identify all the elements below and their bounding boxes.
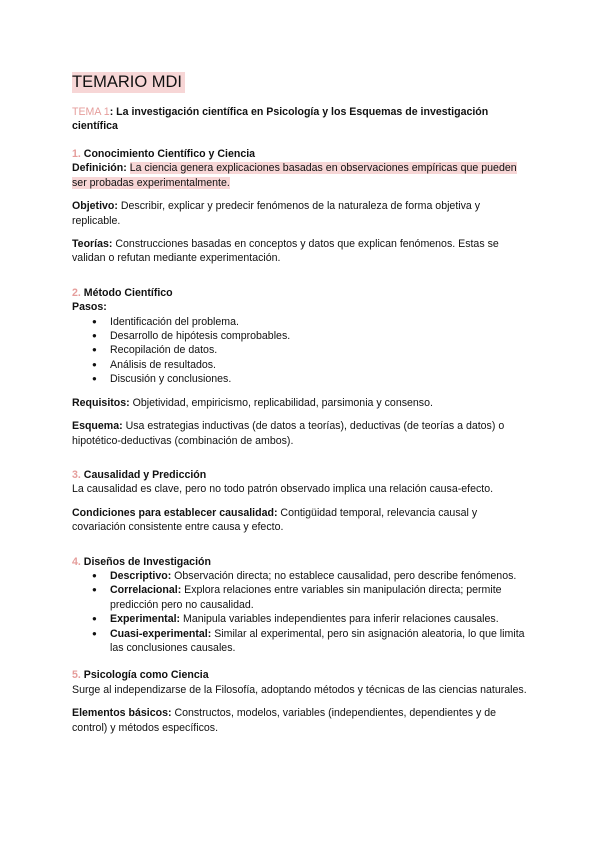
teorias-label: Teorías: (72, 238, 113, 251)
list-item: ● Identificación del problema. (110, 315, 528, 329)
list-item (110, 627, 528, 656)
objetivo-paragraph (72, 199, 528, 228)
section-3-heading (72, 468, 528, 482)
section-title: Conocimiento Científico y Ciencia (80, 148, 256, 160)
tema-text: La investigación científica en Psicología y los Esquemas de investigación científica (72, 106, 489, 132)
esquema-label: Esquema: (72, 420, 123, 433)
list-item: ● Desarrollo de hipótesis comprobables. (110, 329, 528, 343)
section-2-heading (72, 286, 528, 300)
section-number: 1. (72, 148, 81, 160)
section-title: Diseños de Investigación (80, 555, 211, 568)
section-5-heading (72, 668, 528, 682)
esquema-text: Usa estrategias inductivas (de datos a teorías), deductivas (de teorías a datos) o hipotético-deductivas (combinación de ambos). (72, 420, 505, 447)
section-1-heading (72, 147, 528, 161)
section-number: 4. (72, 555, 81, 568)
section-gap (72, 457, 528, 468)
tema-label: TEMA 1 (72, 106, 110, 118)
objetivo-label: Objetivo: (72, 200, 118, 213)
elementos-text: Constructos, modelos, variables (independientes, dependientes y de control) y métodos específicos. (72, 707, 496, 734)
requisitos-text: Objetividad, empiricismo, replicabilidad, parsimonia y consenso. (129, 396, 433, 409)
item-text: Manipula variables independientes para inferir relaciones causales. (180, 613, 499, 626)
condiciones-text: Contigüidad temporal, relevancia causal y covariación consistente entre causa y efecto. (72, 506, 478, 534)
item-label: Experimental: (110, 613, 181, 626)
section-number: 2. (72, 286, 81, 299)
list-item (110, 583, 528, 612)
psicologia-intro: Surge al independizarse de la Filosofía, adoptando métodos y técnicas de las ciencias naturales. (72, 683, 527, 696)
item-text: Observación directa; no establece causalidad, pero describe fenómenos. (171, 569, 517, 582)
section-number: 3. (72, 468, 81, 481)
esquema-paragraph (72, 419, 528, 448)
item-label: Correlacional: (110, 584, 182, 597)
list-item (110, 569, 528, 583)
list-item (110, 612, 528, 626)
teorias-paragraph (72, 237, 528, 266)
pasos-list (72, 315, 528, 387)
causalidad-intro: La causalidad es clave, pero no todo patrón observado implica una relación causa-efecto. (72, 483, 494, 496)
list-item: ● Discusión y conclusiones. (110, 372, 528, 386)
item-label: Cuasi-experimental: (110, 627, 212, 640)
section-title: Psicología como Ciencia (80, 669, 209, 682)
elementos-paragraph (72, 706, 528, 735)
tema-heading (72, 105, 528, 133)
teorias-text: Construcciones basadas en conceptos y datos que explican fenómenos. Estas se validan o refutan mediante experimentación. (72, 238, 499, 265)
pasos-label: Pasos: (72, 301, 107, 314)
condiciones-label: Condiciones para establecer causalidad: (72, 506, 278, 519)
document-title: TEMARIO MDI (72, 72, 185, 93)
disenos-list (72, 569, 528, 655)
section-gap (72, 275, 528, 286)
tema-colon: : (109, 106, 114, 118)
elementos-label: Elementos básicos: (72, 707, 172, 720)
item-label: Descriptivo: (110, 569, 172, 582)
condiciones-paragraph (72, 506, 528, 535)
definicion-label: Definición: (72, 162, 127, 175)
section-gap (72, 544, 528, 555)
definicion-text: La ciencia genera explicaciones basadas en observaciones empíricas que pueden ser probadas experimentalmente. (72, 162, 517, 189)
item-text: Similar al experimental, pero sin asignación aleatoria, lo que limita las conclusiones causales. (110, 627, 525, 654)
item-text: Explora relaciones entre variables sin manipulación directa; permite predicción pero no causalidad. (110, 584, 502, 611)
section-number: 5. (72, 669, 81, 682)
section-title: Método Científico (80, 286, 173, 299)
section-4-heading (72, 555, 528, 569)
section-title: Causalidad y Predicción (80, 468, 207, 481)
definicion-paragraph (72, 161, 528, 190)
list-item: ● Recopilación de datos. (110, 343, 528, 357)
requisitos-label: Requisitos: (72, 396, 130, 409)
objetivo-text: Describir, explicar y predecir fenómenos de la naturaleza de forma objetiva y replicable. (72, 200, 481, 227)
list-item: ● Análisis de resultados. (110, 358, 528, 372)
requisitos-paragraph (72, 396, 528, 410)
